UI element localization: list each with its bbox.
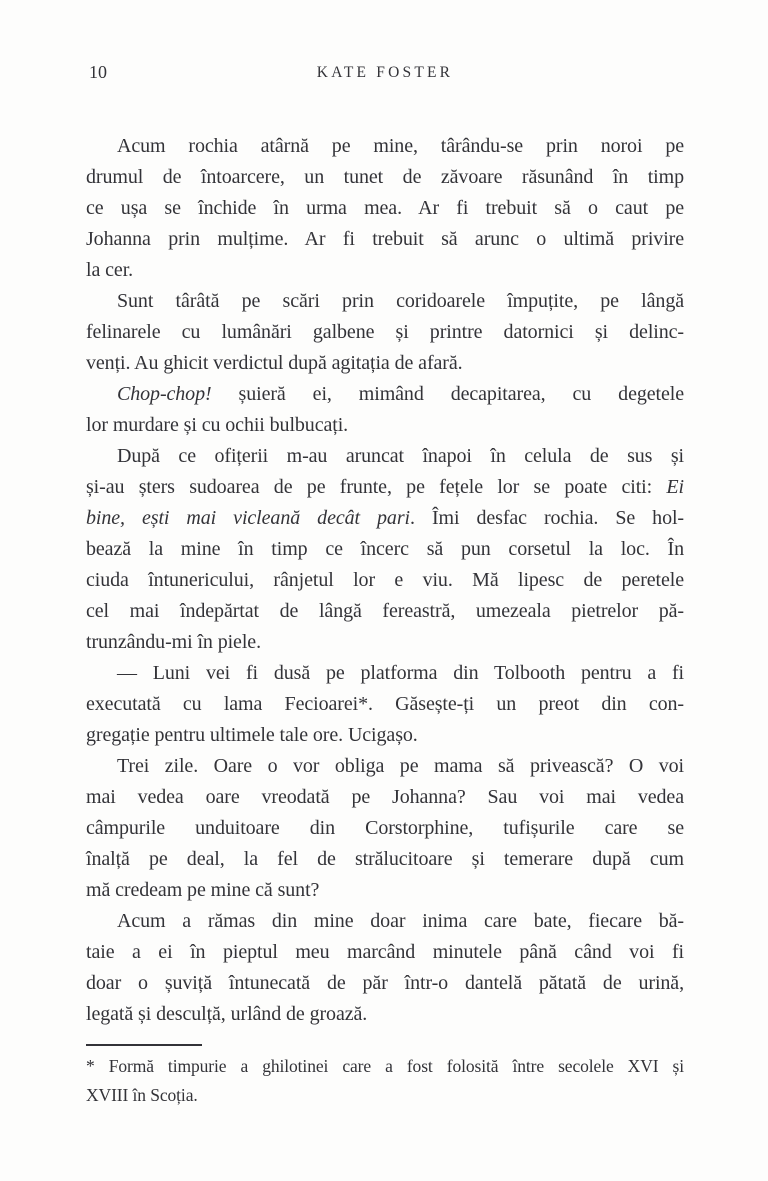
- text-run: venți. Au ghicit verdictul după agitația de afară.: [86, 352, 463, 374]
- paragraph: [86, 286, 684, 379]
- text-line: [86, 999, 684, 1030]
- text-run: Acum a rămas din mine doar inima care bate, fiecare bă-: [117, 910, 684, 932]
- text-run: Trei zile. Oare o vor obliga pe mama să privească? O voi: [117, 755, 684, 777]
- text-line: [86, 131, 684, 162]
- text-run: După ce ofițerii m-au aruncat înapoi în celula de sus și: [117, 445, 684, 467]
- page-number: 10: [89, 62, 107, 82]
- text-run: legată și desculță, urlând de groază.: [86, 1003, 368, 1025]
- italic-text-run: Ei: [666, 476, 684, 498]
- italic-text-run: Chop-chop!: [117, 383, 212, 405]
- text-run: executată cu lama Fecioarei*. Găsește-ți un preot din con-: [86, 693, 684, 715]
- italic-text-run: bine, ești mai vicleană decât pari: [86, 507, 410, 529]
- text-run: XVIII în Scoția.: [86, 1085, 198, 1105]
- text-run: Johanna prin mulțime. Ar fi trebuit să arunc o ultimă privire: [86, 228, 684, 250]
- text-line: [86, 348, 684, 379]
- text-block: [86, 131, 684, 1030]
- text-run: înalță pe deal, la fel de strălucitoare și temerare după cum: [86, 848, 684, 870]
- text-run: la cer.: [86, 259, 134, 281]
- text-run: ciuda întunericului, rânjetul lor e viu. Mă lipesc de peretele: [86, 569, 684, 591]
- running-head: [86, 62, 684, 84]
- text-run: șuieră ei, mimând decapitarea, cu degetele: [211, 383, 684, 405]
- paragraph: [86, 379, 684, 441]
- text-line: [86, 968, 684, 999]
- text-line: [86, 534, 684, 565]
- text-line: [86, 720, 684, 751]
- text-run: câmpurile unduitoare din Corstorphine, tufișurile care se: [86, 817, 684, 839]
- text-run: doar o șuviță întunecată de păr într-o dantelă pătată de urină,: [86, 972, 684, 994]
- text-run: gregație pentru ultimele tale ore. Ucigașo.: [86, 724, 418, 746]
- text-run: și-au șters sudoarea de pe frunte, pe fețele lor se poate citi:: [86, 476, 667, 498]
- text-line: [86, 286, 684, 317]
- text-run: drumul de întoarcere, un tunet de zăvoare răsunând în timp: [86, 166, 684, 188]
- footnote-line: [86, 1052, 684, 1081]
- paragraph: [86, 441, 684, 658]
- text-line: [86, 410, 684, 441]
- text-line: [86, 255, 684, 286]
- text-line: [86, 193, 684, 224]
- text-run: ce ușa se închide în urma mea. Ar fi trebuit să o caut pe: [86, 197, 684, 219]
- text-run: trunzându-mi în piele.: [86, 631, 261, 653]
- text-line: [86, 937, 684, 968]
- text-run: lor murdare și cu ochii bulbucați.: [86, 414, 349, 436]
- text-line: [86, 379, 684, 410]
- text-line: [86, 565, 684, 596]
- footnote-rule: [86, 1044, 202, 1046]
- text-run: Sunt târâtă pe scări prin coridoarele împuțite, pe lângă: [117, 290, 684, 312]
- text-run: — Luni vei fi dusă pe platforma din Tolbooth pentru a fi: [117, 662, 684, 684]
- footnote-line: [86, 1081, 684, 1110]
- text-line: [86, 472, 684, 503]
- paragraph: [86, 131, 684, 286]
- text-run: taie a ei în pieptul meu marcând minutele până când voi fi: [86, 941, 684, 963]
- text-line: [86, 689, 684, 720]
- text-line: [86, 844, 684, 875]
- text-run: felinarele cu lumânări galbene și printre datornici și delinc-: [86, 321, 684, 343]
- text-line: [86, 906, 684, 937]
- paragraph: [86, 906, 684, 1030]
- text-line: [86, 441, 684, 472]
- text-line: [86, 627, 684, 658]
- text-line: [86, 503, 684, 534]
- text-run: Acum rochia atârnă pe mine, târându-se prin noroi pe: [117, 135, 684, 157]
- text-line: [86, 751, 684, 782]
- paragraph: [86, 658, 684, 751]
- text-line: [86, 162, 684, 193]
- text-line: [86, 782, 684, 813]
- text-run: * Formă timpurie a ghilotinei care a fost folosită între secolele XVI și: [86, 1056, 684, 1076]
- footnote: [86, 1052, 684, 1110]
- running-title: KATE FOSTER: [316, 64, 454, 81]
- text-run: cel mai îndepărtat de lângă fereastră, umezeala pietrelor pă-: [86, 600, 684, 622]
- text-line: [86, 224, 684, 255]
- text-line: [86, 658, 684, 689]
- text-run: . Îmi desfac rochia. Se hol-: [409, 507, 684, 529]
- text-run: mai vedea oare vreodată pe Johanna? Sau voi mai vedea: [86, 786, 684, 808]
- paragraph: [86, 751, 684, 906]
- text-line: [86, 317, 684, 348]
- text-line: [86, 813, 684, 844]
- text-run: mă credeam pe mine că sunt?: [86, 879, 320, 901]
- text-run: bează la mine în timp ce încerc să pun corsetul la loc. În: [86, 538, 684, 560]
- text-line: [86, 596, 684, 627]
- text-line: [86, 875, 684, 906]
